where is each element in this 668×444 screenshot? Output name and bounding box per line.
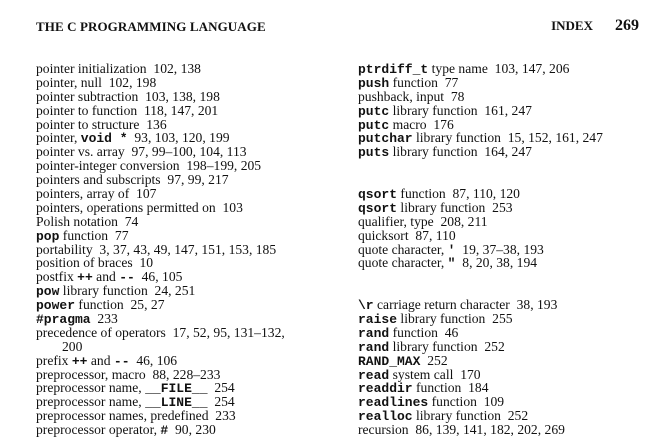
index-entry (358, 298, 603, 312)
index-entry (358, 229, 603, 243)
index-entry (36, 187, 285, 201)
code-term: readlines (358, 395, 429, 411)
entry-text: function 46 (389, 324, 459, 340)
code-term: RAND_MAX (358, 353, 421, 369)
index-entry (36, 395, 285, 409)
entry-text: library function 161, 247 (389, 102, 532, 118)
entry-text: library function 253 (397, 199, 513, 215)
entry-text: library function 252 (389, 338, 505, 354)
index-entry (358, 326, 603, 340)
running-head-right (551, 17, 639, 35)
code-term: rand (358, 325, 390, 341)
entry-text: library function 15, 152, 161, 247 (412, 130, 603, 146)
index-entry (36, 159, 285, 173)
entry-text: function 184 (412, 380, 489, 396)
entry-text: 254 (207, 380, 235, 396)
entry-text: pointer, null 102, 198 (36, 74, 157, 90)
index-entry (358, 62, 603, 76)
code-term: rand (358, 339, 390, 355)
entry-text: position of braces 10 (36, 255, 154, 271)
index-entry (36, 354, 285, 368)
entry-text: 93, 103, 120, 199 (127, 130, 230, 146)
entry-text: Polish notation 74 (36, 213, 139, 229)
entry-text: function 77 (59, 227, 129, 243)
code-term: \r (358, 298, 374, 314)
code-term: pop (36, 228, 60, 244)
index-entry (358, 409, 603, 423)
running-head-title: THE C PROGRAMMING LANGUAGE (36, 19, 266, 34)
index-entry (36, 201, 285, 215)
entry-text: 233 (90, 311, 118, 327)
index-entry (358, 340, 603, 354)
index-entry (358, 118, 603, 132)
code-term: __FILE__ (145, 381, 208, 397)
index-entry (358, 90, 603, 104)
code-term: qsort (358, 187, 398, 203)
entry-text: function 77 (389, 74, 459, 90)
code-term: read (358, 367, 390, 383)
entry-text: preprocessor, macro 88, 228–233 (36, 366, 221, 382)
code-term: ++ (77, 270, 93, 286)
entry-text: type name 103, 147, 206 (428, 61, 570, 76)
index-entry (36, 229, 285, 243)
code-term: " (447, 256, 456, 272)
index-entry (36, 381, 285, 395)
index-column-right (358, 62, 603, 437)
index-entry (36, 76, 285, 90)
blank-line (358, 159, 603, 173)
entry-text: function 87, 110, 120 (397, 186, 520, 202)
index-entry (36, 62, 285, 76)
index-entry (358, 312, 603, 326)
entry-text: quote character, (358, 255, 448, 271)
entry-text: pointers and subscripts 97, 99, 217 (36, 172, 229, 188)
entry-text: pointer to function 118, 147, 201 (36, 102, 219, 118)
code-term: putc (358, 103, 390, 119)
index-entry (358, 354, 603, 368)
code-term: ++ (71, 353, 88, 369)
index-entry (358, 104, 603, 118)
entry-text: 254 (207, 394, 235, 410)
entry-text: pointer subtraction 103, 138, 198 (36, 88, 220, 104)
entry-text: prefix (36, 352, 72, 368)
entry-text: pointer to structure 136 (36, 116, 167, 132)
code-term: putc (358, 117, 390, 133)
entry-text: function 109 (428, 394, 505, 410)
entry-text: function 25, 27 (75, 297, 165, 313)
entry-text: 46, 105 (134, 269, 183, 285)
code-term: #pragma (36, 312, 91, 328)
entry-text: preprocessor name, (36, 394, 146, 410)
code-term: pow (36, 284, 60, 300)
index-entry (36, 90, 285, 104)
entry-text: preprocessor name, (36, 380, 146, 396)
index-entry (358, 215, 603, 229)
index-entry (36, 145, 285, 159)
code-term: qsort (358, 200, 398, 216)
index-entry (358, 145, 603, 159)
code-term: -- (113, 353, 130, 369)
entry-text: postfix (36, 269, 78, 285)
code-term: push (358, 75, 390, 91)
entry-text: 252 (420, 352, 448, 368)
index-entry (358, 201, 603, 215)
code-term: # (160, 423, 169, 439)
index-entry (36, 284, 285, 298)
index-entry (358, 256, 603, 270)
entry-text: macro 176 (389, 116, 454, 132)
entry-text: 46, 106 (129, 352, 178, 368)
section-label: INDEX (551, 18, 593, 33)
index-column-left (36, 62, 285, 437)
index-entry (36, 215, 285, 229)
blank-line (358, 270, 603, 284)
index-entry (358, 395, 603, 409)
index-entry (36, 104, 285, 118)
code-term: putchar (358, 131, 413, 147)
index-entry-continuation (36, 340, 285, 354)
index-entry (36, 243, 285, 257)
index-entry (36, 173, 285, 187)
entry-text: and (92, 269, 120, 285)
index-entry (36, 312, 285, 326)
entry-text: 19, 37–38, 193 (455, 241, 544, 257)
page-number: 269 (615, 17, 639, 34)
code-term: ptrdiff_t (358, 62, 429, 77)
index-entry (36, 270, 285, 284)
entry-text: carriage return character 38, 193 (373, 297, 558, 313)
index-entry (36, 326, 285, 340)
code-term: power (36, 298, 76, 314)
entry-text: preprocessor names, predefined 233 (36, 408, 236, 424)
entry-text: system call 170 (389, 366, 481, 382)
index-entry (36, 256, 285, 270)
entry-text: library function 24, 251 (59, 283, 196, 299)
entry-text: quicksort 87, 110 (358, 227, 456, 243)
entry-text: library function 252 (412, 408, 529, 424)
index-entry (358, 423, 603, 437)
code-term: raise (358, 312, 398, 328)
entry-text: qualifier, type 208, 211 (358, 213, 488, 229)
index-entry (358, 76, 603, 90)
entry-text: quote character, (358, 241, 448, 257)
code-term: readdir (358, 381, 413, 397)
code-term: realloc (358, 409, 413, 425)
index-entry (36, 423, 285, 437)
entry-text: pointer, (36, 130, 81, 146)
blank-line (358, 284, 603, 298)
code-term: void * (80, 131, 128, 147)
entry-text: portability 3, 37, 43, 49, 147, 151, 153, 185 (36, 241, 277, 257)
index-entry (358, 131, 603, 145)
entry-text: preprocessor operator, (36, 422, 161, 438)
entry-text: library function 255 (397, 311, 513, 327)
entry-text: precedence of operators 17, 52, 95, 131–132, (36, 324, 285, 340)
code-term: __LINE__ (145, 395, 208, 411)
code-term: -- (119, 270, 135, 286)
index-entry (36, 409, 285, 423)
index-entry (358, 368, 603, 382)
index-entry (358, 187, 603, 201)
entry-text: recursion 86, 139, 141, 182, 202, 269 (358, 422, 565, 438)
index-entry (36, 368, 285, 382)
blank-line (358, 173, 603, 187)
code-term: ' (447, 242, 456, 258)
entry-text: pointer initialization 102, 138 (36, 61, 201, 76)
entry-text: pointer vs. array 97, 99–100, 104, 113 (36, 144, 247, 160)
entry-text: 200 (62, 338, 83, 354)
entry-text: 90, 230 (168, 422, 216, 438)
entry-text: library function 164, 247 (389, 144, 532, 160)
entry-text: pointers, operations permitted on 103 (36, 199, 243, 215)
index-entry (36, 131, 285, 145)
entry-text: 8, 20, 38, 194 (455, 255, 538, 271)
entry-text: pushback, input 78 (358, 88, 465, 104)
index-entry (36, 118, 285, 132)
entry-text: pointer-integer conversion 198–199, 205 (36, 158, 262, 174)
code-term: puts (358, 145, 390, 161)
entry-text: and (87, 352, 114, 368)
index-entry (358, 243, 603, 257)
index-entry (36, 298, 285, 312)
index-entry (358, 381, 603, 395)
entry-text: pointers, array of 107 (36, 186, 157, 202)
